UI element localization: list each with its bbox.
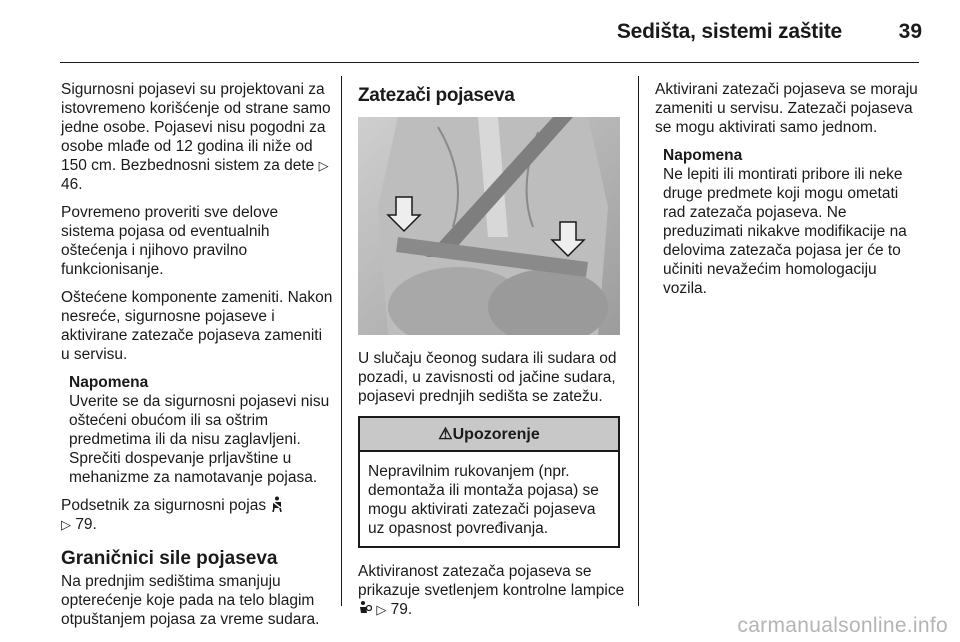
page-reference-link[interactable]: 79. <box>75 516 97 533</box>
warning-header <box>360 418 618 452</box>
pretensioner-lamp-icon <box>358 600 372 616</box>
note-block <box>69 373 333 487</box>
paragraph: Aktiviranost zatezača pojaseva se prikazuje svetlenjem kontrolne lampice ▷ 79. <box>358 563 625 618</box>
note-title: Napomena <box>663 147 743 164</box>
illustration-svg <box>358 117 620 335</box>
warning-triangle-icon: ⚠ <box>438 426 453 443</box>
column-1 <box>61 80 333 638</box>
paragraph: Sigurnosni pojasevi su projektovani za istovremeno korišćenje od strane samo jedne osobe. Pojasevi nisu pogodni za osobe mlađe od 12 godina ili niže od 150 cm. Bezbednosni sistem za dete ▷ 46. <box>61 81 331 193</box>
warning-title: Upozorenje <box>452 426 540 443</box>
seatbelt-pretensioner-illustration <box>358 117 620 335</box>
paragraph: U slučaju čeonog sudara ili sudara od pozadi, u zavisnosti od jačine sudara, pojasevi prednjih sedišta se zatežu. <box>358 350 617 405</box>
column-divider <box>638 76 639 606</box>
note-text: Uverite se da sigurnosni pojasevi nisu oštećeni obućom ili sa oštrim predmetima ili da nisu zaglavljeni. Sprečiti dospevanje prljavštine u mehanizme za namotavanje pojasa. <box>69 393 330 486</box>
page-reference-link[interactable]: 46. <box>61 176 83 193</box>
paragraph: Podsetnik za sigurnosni pojas ▷ 79. <box>61 496 333 534</box>
reference-arrow-icon: ▷ <box>61 517 71 532</box>
note-title: Napomena <box>69 374 149 391</box>
paragraph: Aktivirani zatezači pojaseva se moraju zameniti u servisu. Zatezači pojaseva se mogu aktivirati samo jednom. <box>655 81 918 136</box>
paragraph: Oštećene komponente zameniti. Nakon nesreće, sigurnosne pojaseve i aktivirane zatezače pojaseva zameniti u servisu. <box>61 289 333 363</box>
note-text: Ne lepiti ili montirati pribore ili neke druge predmete koji mogu ometati rad zatezača pojaseva. Ne preduzimati nikakve modifikacije na delovima zatezača pojasa jer će to učiniti nevažećim homologaciju vozila. <box>663 166 907 297</box>
column-divider <box>341 76 342 606</box>
note-block <box>663 146 921 298</box>
seatbelt-reminder-icon <box>270 496 284 512</box>
reference-arrow-icon: ▷ <box>318 158 329 173</box>
paragraph: Povremeno proveriti sve delove sistema pojasa od eventualnih oštećenja i njihovo pravilno funkcionisanje. <box>61 204 279 278</box>
reference-arrow-icon: ▷ <box>376 602 387 617</box>
warning-text: Nepravilnim rukovanjem (npr. demontaža ili montaža pojasa) se mogu aktivirati zatezači pojaseva uz opasnost povređivanja. <box>368 463 599 537</box>
subheading: Graničnici sile pojaseva <box>61 548 278 569</box>
header-rule <box>60 62 919 63</box>
watermark: carmanualsonline.info <box>737 614 948 637</box>
page-header-title: Sedišta, sistemi zaštite <box>616 20 842 43</box>
section-heading: Zatezači pojaseva <box>358 85 515 106</box>
page-reference-link[interactable]: 79. <box>390 601 413 618</box>
warning-box <box>358 416 620 548</box>
column-3 <box>655 80 921 307</box>
page-number: 39 <box>898 20 922 43</box>
column-2 <box>358 80 630 628</box>
paragraph: Na prednjim sedištima smanjuju opterećenje koje pada na telo blagim otpuštanjem pojasa za vreme sudara. <box>61 573 320 628</box>
